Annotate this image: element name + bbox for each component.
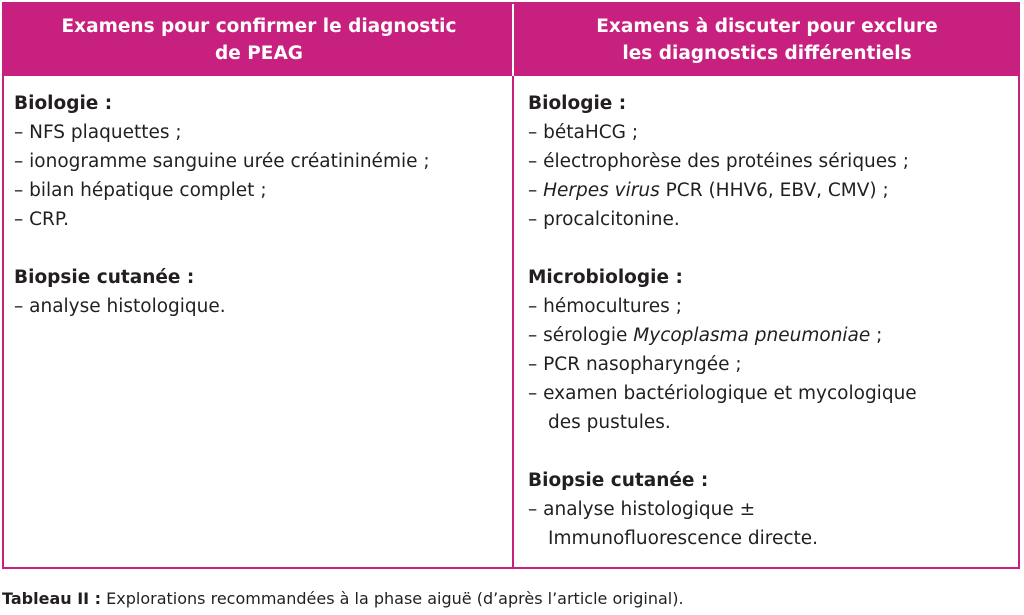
table-header — [4, 4, 1018, 76]
column-divider — [512, 76, 514, 567]
list-item-continuation: des pustules. — [548, 412, 671, 433]
list-item: – électrophorèse des protéines sériques ; — [528, 151, 909, 172]
section-spacer — [528, 437, 1008, 466]
list-item-continuation: Immunofluorescence directe. — [548, 528, 819, 549]
list-item: – hémocultures ; — [528, 296, 682, 317]
item-prefix: – sérologie — [528, 325, 634, 346]
header-left-line1: Examens pour confirmer le diagnostic — [61, 16, 457, 37]
section-title-biologie: Biologie : — [14, 93, 113, 114]
section-title-biopsie: Biopsie cutanée : — [14, 267, 195, 288]
list-item: – analyse histologique ± — [528, 499, 756, 520]
list-item: – PCR nasopharyngée ; — [528, 354, 742, 375]
list-item: – NFS plaquettes ; — [14, 122, 182, 143]
list-item — [528, 176, 1008, 205]
item-rest: ; — [870, 325, 883, 346]
section-title-biologie: Biologie : — [528, 93, 627, 114]
item-rest: PCR (HHV6, EBV, CMV) ; — [659, 180, 889, 201]
header-right-line1: Examens à discuter pour exclure — [596, 16, 938, 37]
header-cell-exclude-differentials — [516, 4, 1018, 76]
list-item: – analyse histologique. — [14, 296, 226, 317]
item-prefix: – — [528, 180, 544, 201]
list-item: – CRP. — [14, 209, 70, 230]
item-italic-term: Herpes virus — [543, 180, 660, 201]
section-title-biopsie: Biopsie cutanée : — [528, 470, 709, 491]
caption-text: Explorations recommandées à la phase aiguë (d’après l’article original). — [101, 589, 684, 608]
list-item: – procalcitonine. — [528, 209, 680, 230]
list-item: – bétaHCG ; — [528, 122, 639, 143]
caption-label: Tableau II : — [2, 589, 102, 608]
list-item: – ionogramme sanguine urée créatininémie ; — [14, 151, 430, 172]
table-caption — [2, 589, 684, 609]
left-column — [14, 89, 504, 321]
header-cell-confirm-diagnosis — [4, 4, 514, 76]
header-divider — [512, 4, 514, 76]
section-title-microbiologie: Microbiologie : — [528, 267, 683, 288]
list-item: – examen bactériologique et mycologique — [528, 383, 917, 404]
section-spacer — [14, 234, 504, 263]
header-right-line2: les diagnostics différentiels — [622, 43, 912, 64]
list-item — [528, 321, 1008, 350]
item-italic-term: Mycoplasma pneumoniae — [633, 325, 871, 346]
recommendations-table — [2, 2, 1020, 569]
header-left-line2: de PEAG — [215, 43, 303, 64]
right-column — [528, 89, 1008, 553]
list-item: – bilan hépatique complet ; — [14, 180, 267, 201]
section-spacer — [528, 234, 1008, 263]
